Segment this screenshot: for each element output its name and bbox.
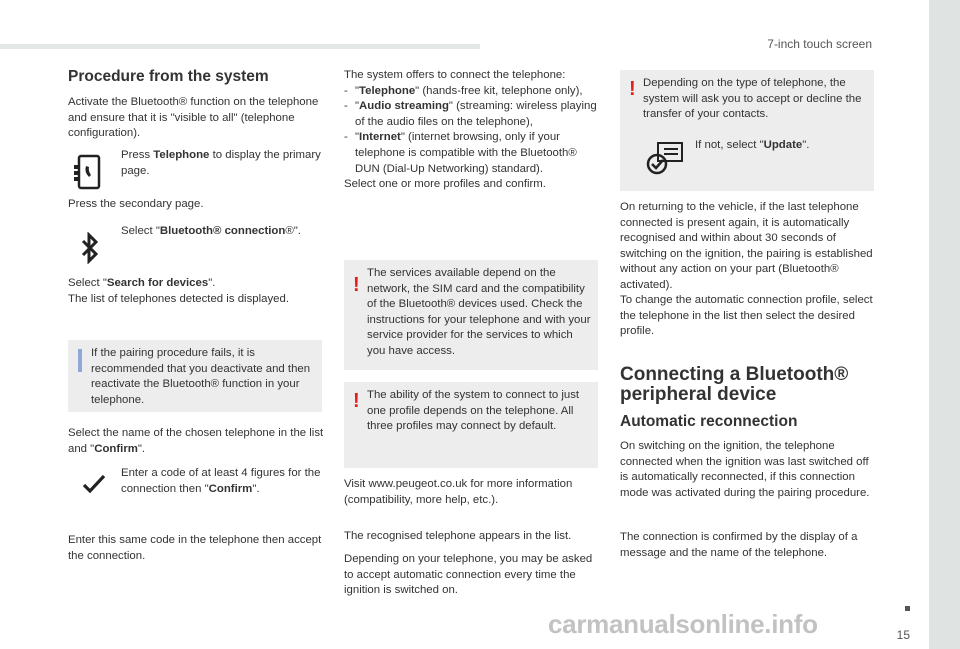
profile-item-internet: - "Internet" (internet browsing, only if your telephone is compatible with the Bluetooth® DUN (Dial-Up Networking) standard). bbox=[344, 130, 602, 177]
profile-item-audio: - "Audio streaming" (streaming: wireless playing of the audio files on the telephone), bbox=[344, 99, 602, 130]
press-telephone-text: Press Telephone to display the primary page. bbox=[121, 149, 321, 177]
header-rule bbox=[0, 44, 480, 49]
press-secondary-text: Press the secondary page. bbox=[68, 198, 204, 210]
page-marker bbox=[905, 606, 910, 611]
returning-text: On returning to the vehicle, if the last telephone connected is present again, it is automatically recognised and within about 30 seconds of switching on the ignition, the pairing is established without any action on your part (Bluetooth® activated). bbox=[620, 201, 873, 291]
paragraph-activate: Activate the Bluetooth® function on the telephone and ensure that it is "visible to all" (telephone configuration). bbox=[68, 96, 319, 140]
subheading-automatic-reconnection: Automatic reconnection bbox=[620, 413, 798, 430]
checkmark-icon bbox=[82, 474, 106, 494]
warning-profile-text: The ability of the system to connect to just one profile depends on the telephone. All three profiles may connect by default. bbox=[367, 389, 580, 433]
enter-code-text: Enter a code of at least 4 figures for the connection then "Confirm". bbox=[121, 467, 321, 495]
bluetooth-icon bbox=[80, 232, 100, 264]
section-heading-connecting: Connecting a Bluetooth® peripheral device bbox=[620, 364, 849, 405]
search-devices-text: Select "Search for devices". The list of telephones detected is displayed. bbox=[68, 277, 289, 305]
warning-icon: ! bbox=[353, 274, 360, 296]
warning-services-box bbox=[344, 260, 598, 370]
change-profile-text: To change the automatic connection profile, select the telephone in the list then select the desired profile. bbox=[620, 294, 873, 338]
select-bluetooth-text: Select "Bluetooth® connection®". bbox=[121, 225, 301, 237]
warning-contacts-text: Depending on the type of telephone, the system will ask you to accept or decline the transfer of your contacts. bbox=[643, 77, 862, 121]
automatic-reconnection-text: On switching on the ignition, the telephone connected when the ignition was last switched off is automatically reconnected, if this connection mode was activated during the pairing procedure. bbox=[620, 440, 870, 499]
header-title: 7-inch touch screen bbox=[767, 37, 872, 51]
info-note-box bbox=[68, 340, 322, 412]
warning-services-text: The services available depend on the network, the SIM card and the compatibility of the Bluetooth® devices used. Check the instructions for your telephone and with your service provider for the services to which you have access. bbox=[367, 267, 591, 357]
contacts-update-icon bbox=[646, 140, 684, 176]
info-note-bar bbox=[78, 349, 82, 372]
warning-profile-box bbox=[344, 382, 598, 468]
same-code-text: Enter this same code in the telephone then accept the connection. bbox=[68, 534, 322, 562]
recognised-text: The recognised telephone appears in the list. bbox=[344, 530, 572, 542]
watermark: carmanualsonline.info bbox=[548, 609, 818, 639]
depending-text: Depending on your telephone, you may be asked to accept automatic connection every time the ignition is switched on. bbox=[344, 553, 593, 597]
telephone-icon bbox=[74, 154, 104, 190]
profile-item-telephone: - "Telephone" (hands-free kit, telephone only), bbox=[344, 84, 602, 100]
visit-text: Visit www.peugeot.co.uk for more information (compatibility, more help, etc.). bbox=[344, 478, 573, 506]
info-note-text: If the pairing procedure fails, it is recommended that you deactivate and then reactivate the Bluetooth® function in your telephone. bbox=[91, 347, 311, 406]
profiles-intro: The system offers to connect the telephone: - "Telephone" (hands-free kit, telephone only), - "Audio streaming" (streaming: wireless playing of the audio files on the telephone), - "Internet" (internet browsing, only if your telephone is compatible with the Bluetooth® DUN (Dial-Up Networking) standard). Select one or more profiles and confirm. bbox=[344, 68, 602, 193]
page-number: 15 bbox=[896, 628, 910, 642]
warning-contacts-box bbox=[620, 70, 874, 191]
warning-icon: ! bbox=[629, 78, 636, 100]
if-not-update-text: If not, select "Update". bbox=[695, 139, 810, 151]
select-name-text: Select the name of the chosen telephone in the list and "Confirm". bbox=[68, 427, 324, 455]
warning-icon: ! bbox=[353, 390, 360, 412]
connection-confirmed-text: The connection is confirmed by the display of a message and the name of the telephone. bbox=[620, 531, 858, 559]
side-strip bbox=[929, 0, 960, 649]
section-heading-procedure: Procedure from the system bbox=[68, 68, 269, 85]
